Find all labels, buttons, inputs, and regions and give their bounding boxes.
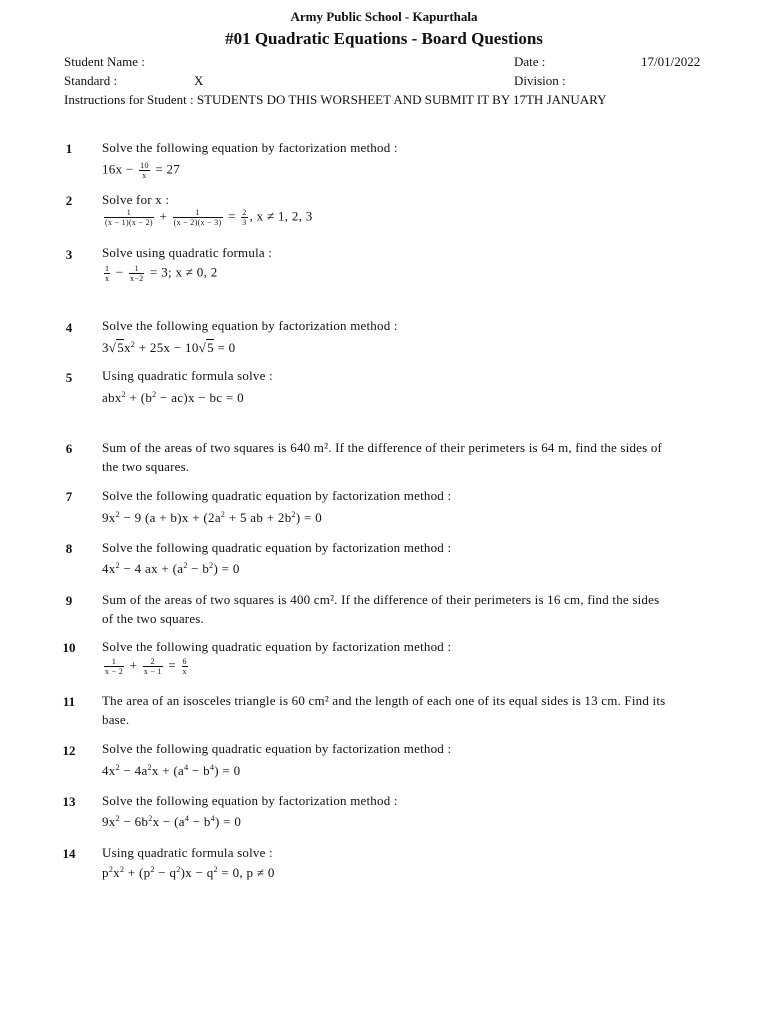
question-text: Using quadratic formula solve :: [102, 845, 273, 860]
question-text: Solve for x :: [102, 192, 170, 207]
question-equation: $3√5x^2 + 25x - 10√5 = 0$: [102, 340, 236, 355]
question-equation: $9x^2 - 9$ $(a + b)x + (2a^2 + 5$ ab + $2b^2) = 0$: [102, 510, 322, 525]
date-value: 17/01/2022: [641, 54, 701, 69]
question-number: 2: [65, 193, 73, 208]
question-equation: $\frac{1}{(x - 1)(x - 2)}$ + $\frac{1}{(x - 2)(x - 3)}$ = $\frac{2}{3}$ , x ≠ 1, 2, 3: [105, 208, 313, 227]
question-number: 11: [62, 694, 76, 709]
instructions: Instructions for Student : STUDENTS DO THIS WORSHEET AND SUBMIT IT BY 17TH JANUARY: [64, 92, 607, 107]
question-equation: $9x^2 - 6b^2x - (a^4 - b^4) = 0$: [102, 814, 242, 829]
question-number: 6: [65, 441, 73, 456]
question-number: 5: [65, 370, 73, 385]
standard-value: X: [194, 73, 204, 88]
question-number: 9: [65, 593, 73, 608]
question-number: 3: [65, 247, 73, 262]
question-text: Solve the following quadratic equation by factorization method :: [102, 741, 452, 756]
question-text: Solve the following quadratic equation by factorization method :: [102, 488, 452, 503]
question-number: 10: [62, 640, 76, 655]
question-equation: 16x − $\frac{10}{x}$ = 27: [102, 161, 181, 180]
question-number: 13: [62, 794, 76, 809]
question-text: Sum of the areas of two squares is 400 cm². If the difference of their perimeters is 16 cm, find the sides of the two squares.: [102, 592, 660, 626]
question-text: The area of an isosceles triangle is 60 cm² and the length of each one of its equal sides is 13 cm. Find its base.: [102, 693, 666, 727]
student-name-label: Student Name :: [64, 54, 145, 69]
question-text: Using quadratic formula solve :: [102, 368, 273, 383]
question-number: 14: [62, 846, 76, 861]
school-name: Army Public School - Kapurthala: [290, 9, 478, 24]
question-equation: $p^2x^2 + (p^2 - q^2)x - q^2 = 0$, p ≠ 0: [102, 865, 275, 880]
question-number: 1: [65, 141, 73, 156]
question-text: Solve the following quadratic equation by factorization method :: [102, 540, 452, 555]
question-equation: $4x^2 - 4a^2x + (a^4 - b^4) = 0$: [102, 763, 241, 778]
question-text: Solve the following equation by factorization method :: [102, 318, 398, 333]
division-label: Division :: [514, 73, 566, 88]
date-label: Date :: [514, 54, 546, 69]
question-equation: $abx^2 + (b^2 - ac)x$ − bc = 0: [102, 390, 244, 405]
question-text: Solve the following equation by factorization method :: [102, 793, 398, 808]
question-number: 7: [65, 489, 73, 504]
question-number: 8: [65, 541, 73, 556]
question-equation: $\frac{1}{x - 2}$ + $\frac{2}{x - 1}$ = $\frac{6}{x}$: [105, 657, 187, 676]
question-text: Solve using quadratic formula :: [102, 245, 273, 260]
question-number: 12: [62, 743, 76, 758]
standard-label: Standard :: [64, 73, 118, 88]
question-text: Solve the following equation by factorization method :: [102, 140, 398, 155]
question-number: 4: [65, 320, 73, 335]
question-equation: $4x^2 - 4$ ax + $(a^2 - b^2) = 0$: [102, 561, 240, 576]
question-equation: $\frac{1}{x}$ − $\frac{1}{x-2}$ = 3; x ≠ 0, 2: [105, 264, 218, 283]
question-text: Sum of the areas of two squares is 640 m². If the difference of their perimeters is 64 m, find the sides of the two squares.: [102, 440, 663, 474]
question-text: Solve the following quadratic equation by factorization method :: [102, 639, 452, 654]
page-title: #01 Quadratic Equations - Board Questions: [225, 29, 543, 48]
